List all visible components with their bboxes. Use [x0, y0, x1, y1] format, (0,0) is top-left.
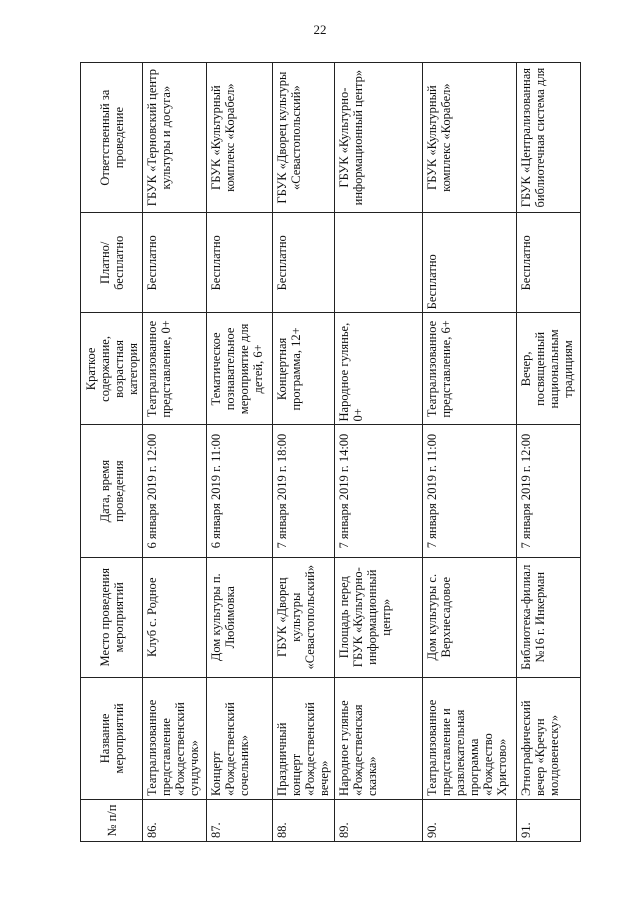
- event-title: Театрализованное представление и развлекательная программа «Рождество Христово»: [423, 677, 517, 799]
- event-datetime: 7 января 2019 г. 11:00: [423, 425, 517, 557]
- event-paid: Бесплатно: [273, 213, 335, 313]
- row-number: 90.: [423, 799, 517, 841]
- event-summary: Вечер, посвященный национальным традициям: [517, 313, 581, 425]
- event-datetime: 7 января 2019 г. 12:00: [517, 425, 581, 557]
- event-paid: Бесплатно: [423, 213, 517, 313]
- event-summary: Театрализованное представление, 6+: [423, 313, 517, 425]
- event-datetime: 6 января 2019 г. 11:00: [207, 425, 273, 557]
- row-number: 88.: [273, 799, 335, 841]
- event-title: Концерт «Рождественский сочельник»: [207, 677, 273, 799]
- header-title: Название мероприятий: [81, 677, 143, 799]
- event-responsible: ГБУК «Культурный комплекс «Корабел»: [207, 63, 273, 213]
- header-responsible: Ответственный за проведение: [81, 63, 143, 213]
- event-venue: Дом культуры п. Любимовка: [207, 557, 273, 677]
- event-responsible: ГБУК «Терновский центр культуры и досуга»: [143, 63, 207, 213]
- event-paid: Бесплатно: [207, 213, 273, 313]
- event-paid: Бесплатно: [143, 213, 207, 313]
- event-paid: Бесплатно: [517, 213, 581, 313]
- event-datetime: 6 января 2019 г. 12:00: [143, 425, 207, 557]
- event-title: Народное гулянье «Рождественская сказка»: [335, 677, 423, 799]
- header-row: [81, 63, 143, 842]
- event-venue: Площадь перед ГБУК «Культурно-информационный центр»: [335, 557, 423, 677]
- table-row: [423, 63, 517, 842]
- events-table: [80, 62, 581, 842]
- event-summary: Концертная программа, 12+: [273, 313, 335, 425]
- event-summary: Тематическое познавательное мероприятие для детей, 6+: [207, 313, 273, 425]
- table-row: [207, 63, 273, 842]
- event-responsible: ГБУК «Культурно-информационный центр»: [335, 63, 423, 213]
- event-venue: Библиотека-филиал №16 г. Инкерман: [517, 557, 581, 677]
- table-row: [335, 63, 423, 842]
- header-summary: Краткое содержание, возрастная категория: [81, 313, 143, 425]
- event-venue: Клуб с. Родное: [143, 557, 207, 677]
- event-title: Этнографический вечер «Кречун молдовенеску»: [517, 677, 581, 799]
- event-venue: ГБУК «Дворец культуры «Севастопольский»: [273, 557, 335, 677]
- row-number: 87.: [207, 799, 273, 841]
- header-number: № п/п: [81, 799, 143, 841]
- table-row: [273, 63, 335, 842]
- events-table-container: [80, 62, 575, 842]
- header-datetime: Дата, время проведения: [81, 425, 143, 557]
- event-venue: Дом культуры с. Верхнесадовое: [423, 557, 517, 677]
- row-number: 91.: [517, 799, 581, 841]
- event-datetime: 7 января 2019 г. 18:00: [273, 425, 335, 557]
- header-paid: Платно/ бесплатно: [81, 213, 143, 313]
- event-responsible: ГБУК «Централизованная библиотечная система для: [517, 63, 581, 213]
- event-summary: Театрализованное представление, 0+: [143, 313, 207, 425]
- event-summary: Народное гулянье, 0+: [335, 313, 423, 425]
- event-paid: [335, 213, 423, 313]
- event-title: Театрализованное представление «Рождественский сундучок»: [143, 677, 207, 799]
- row-number: 86.: [143, 799, 207, 841]
- event-title: Праздничный концерт «Рождественский вечер»: [273, 677, 335, 799]
- header-venue: Место проведения мероприятий: [81, 557, 143, 677]
- table-row: [517, 63, 581, 842]
- table-row: [143, 63, 207, 842]
- event-datetime: 7 января 2019 г. 14:00: [335, 425, 423, 557]
- event-responsible: ГБУК «Дворец культуры «Севастопольский»: [273, 63, 335, 213]
- page-number: 22: [313, 22, 327, 37]
- row-number: 89.: [335, 799, 423, 841]
- event-responsible: ГБУК «Культурный комплекс «Корабел»: [423, 63, 517, 213]
